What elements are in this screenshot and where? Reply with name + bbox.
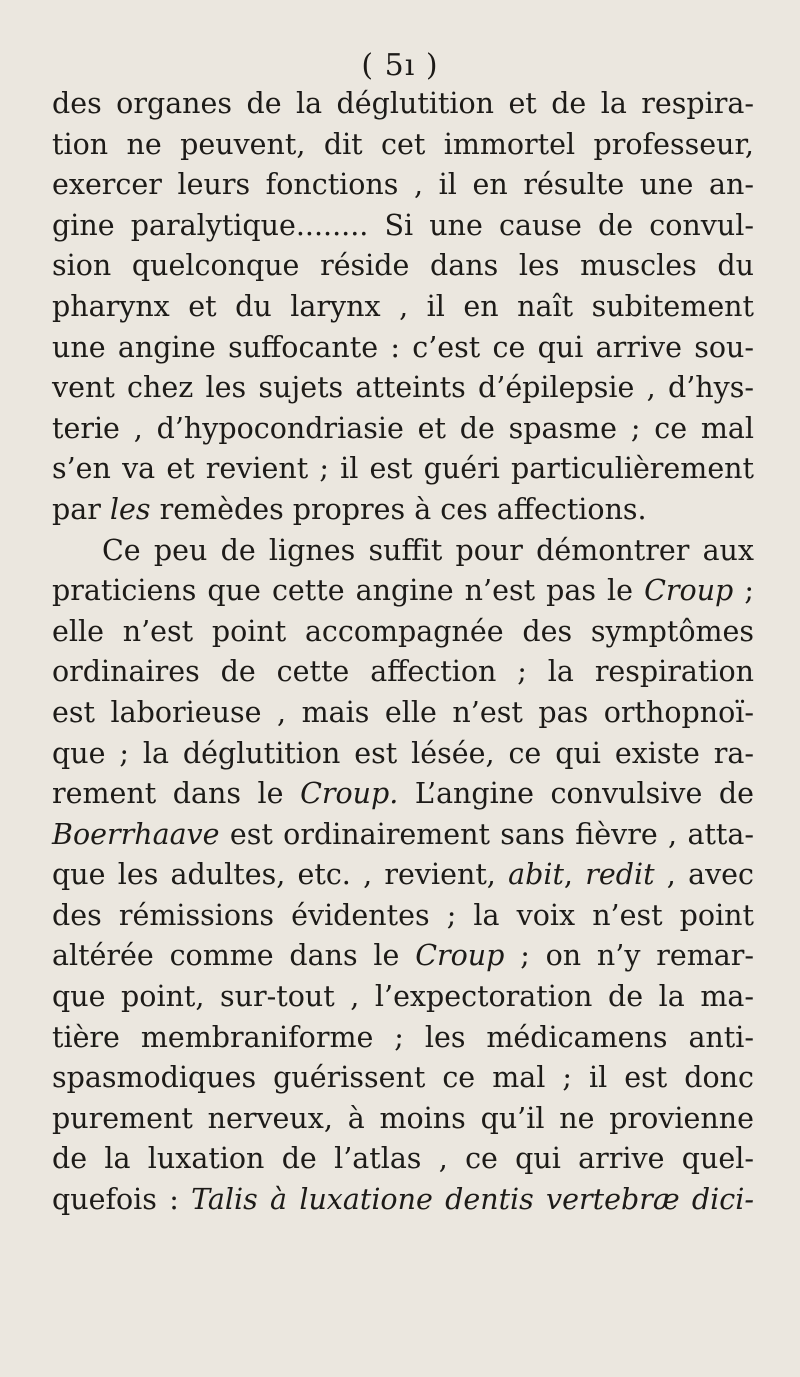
text-segment: vent chez les sujets atteints d’épilepsie , d’hys-	[52, 371, 754, 405]
text-line	[52, 328, 754, 369]
text-segment: ordinaires de cette affection ; la respiration	[52, 655, 754, 689]
text-line	[52, 125, 754, 166]
text-segment: quefois :	[52, 1183, 192, 1217]
text-line	[52, 1099, 754, 1140]
text-segment: altérée comme dans le	[52, 939, 416, 973]
text-line	[52, 206, 754, 247]
text-segment: terie , d’hypocondriasie et de spasme ; ce mal	[52, 411, 754, 445]
body-text	[52, 84, 754, 1221]
text-segment: par	[52, 492, 110, 526]
text-segment: elle n’est point accompagnée des symptômes	[52, 614, 754, 648]
text-segment: est laborieuse , mais elle n’est pas orthopnoï-	[52, 695, 754, 729]
italic-text-segment: Croup	[415, 939, 505, 973]
text-segment: ,	[563, 858, 586, 892]
text-line	[52, 896, 754, 937]
text-line	[52, 1180, 754, 1221]
text-segment: que ; la déglutition est lésée, ce qui existe ra-	[52, 736, 754, 770]
text-segment: s’en va et revient ; il est guéri particulièrement	[52, 452, 754, 486]
text-segment: une angine suffocante : c’est ce qui arrive sou-	[52, 330, 754, 364]
italic-text-segment: Boerrhaave	[52, 817, 220, 851]
text-line	[52, 815, 754, 856]
italic-text-segment: Croup	[644, 574, 734, 608]
text-line	[52, 165, 754, 206]
text-segment: exercer leurs fonctions , il en résulte une an-	[52, 168, 754, 202]
text-line	[52, 1018, 754, 1059]
text-segment: des organes de la déglutition et de la respira-	[52, 87, 754, 120]
text-segment: purement nerveux, à moins qu’il ne provienne	[52, 1101, 754, 1135]
text-segment: remèdes propres à ces affections.	[150, 492, 647, 526]
text-segment: Ce peu de lignes suffit pour démontrer aux	[102, 533, 754, 567]
text-segment: , avec	[654, 858, 754, 892]
text-line	[52, 368, 754, 409]
text-segment: que les adultes, etc. , revient,	[52, 858, 509, 892]
text-line	[52, 1139, 754, 1180]
text-line	[52, 734, 754, 775]
italic-text-segment: Talis à luxatione dentis vertebræ dici-	[191, 1183, 754, 1217]
text-segment: ;	[733, 574, 754, 608]
text-line	[52, 449, 754, 490]
italic-text-segment: abit	[508, 858, 564, 892]
text-line	[52, 652, 754, 693]
text-segment: rement dans le	[52, 777, 301, 811]
text-line	[52, 855, 754, 896]
text-line	[52, 612, 754, 653]
text-segment: praticiens que cette angine n’est pas le	[52, 574, 645, 608]
text-segment: que point, sur-tout , l’expectoration de la ma-	[52, 980, 754, 1014]
text-segment: des rémissions évidentes ; la voix n’est point	[52, 898, 754, 932]
text-line	[52, 490, 754, 531]
text-segment: pharynx et du larynx , il en naît subitement	[52, 289, 754, 323]
text-line	[52, 531, 754, 572]
text-segment: tion ne peuvent, dit cet immortel professeur,	[52, 127, 754, 161]
text-segment: sion quelconque réside dans les muscles du	[52, 249, 754, 283]
text-line	[52, 287, 754, 328]
text-line	[52, 774, 754, 815]
text-segment: spasmodiques guérissent ce mal ; il est donc	[52, 1061, 754, 1095]
text-segment: tière membraniforme ; les médicamens anti-	[52, 1020, 754, 1054]
italic-text-segment: redit	[585, 858, 655, 892]
text-segment: de la luxation de l’atlas , ce qui arrive quel-	[52, 1142, 754, 1176]
text-line	[52, 936, 754, 977]
text-line	[52, 1058, 754, 1099]
italic-text-segment: Croup.	[300, 777, 399, 811]
text-line	[52, 571, 754, 612]
text-line	[52, 246, 754, 287]
text-segment: ; on n’y remar-	[504, 939, 754, 973]
page-number: ( 5ı )	[361, 48, 439, 83]
text-line	[52, 84, 754, 125]
text-line	[52, 977, 754, 1018]
text-line	[52, 409, 754, 450]
text-segment: est ordinairement sans fièvre , atta-	[219, 817, 754, 851]
text-segment: L’angine convulsive de	[398, 777, 754, 811]
text-line	[52, 693, 754, 734]
italic-text-segment: les	[109, 492, 151, 526]
text-segment: gine paralytique........ Si une cause de convul-	[52, 208, 754, 242]
